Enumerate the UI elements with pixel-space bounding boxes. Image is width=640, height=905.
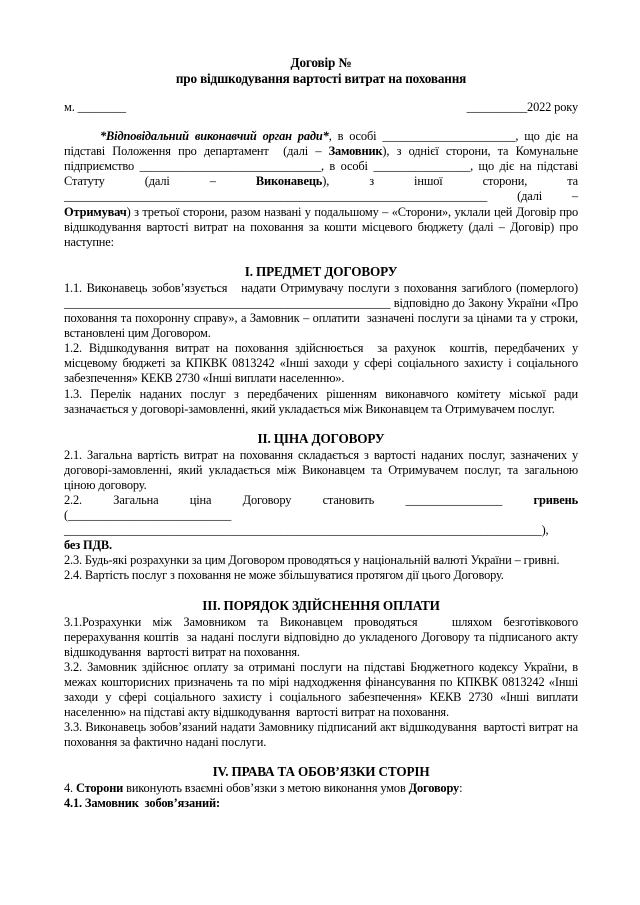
text-run: 4. xyxy=(64,781,76,796)
text-run: , що діє на підставі Статуту (далі – xyxy=(64,159,581,189)
text-run: , що діє на підставі Положення про департамент (далі – xyxy=(64,129,581,159)
section-heading-4 xyxy=(64,764,578,780)
blank-field: ______________________________ xyxy=(139,159,321,174)
clause-2-1 xyxy=(64,447,581,493)
clause-2-3 xyxy=(64,553,578,568)
section-heading-3 xyxy=(64,598,578,614)
text-run: ), з іншої сторони, та xyxy=(322,174,581,189)
text-run: відповідно до Закону України «Про поховання та похоронну справу», а Замовник – оплатити зазначені послуги за цінами та у строки, встановлені цим Договором. xyxy=(64,295,581,341)
blank-field: ________________ xyxy=(373,159,471,174)
clause-4-1 xyxy=(64,796,578,811)
blank-field: _______________________________________________________________________________), xyxy=(64,523,549,538)
text-run: Договір № xyxy=(290,55,352,70)
text-run: IV. ПРАВА ТА ОБОВ’ЯЗКИ СТОРІН xyxy=(212,764,430,780)
clause-1-2 xyxy=(64,341,581,386)
text-run: Отримувач xyxy=(64,204,127,219)
text-run: *Відповідальний виконавчий орган ради* xyxy=(100,129,329,144)
text-run: ІІІ. ПОРЯДОК ЗДІЙСНЕННЯ ОПЛАТИ xyxy=(202,597,440,613)
section-heading-2 xyxy=(64,431,578,447)
city-blank-field: м. ________ xyxy=(64,100,126,114)
doc-title-line-1 xyxy=(64,55,578,71)
text-run: 2.2. Загальна ціна Договору становить xyxy=(64,492,406,507)
text-run: гривень xyxy=(533,492,579,507)
text-run: без ПДВ. xyxy=(64,538,112,553)
clause-4 xyxy=(64,781,578,796)
text-run: 3.2. Замовник здійснює оплату за отримані послуги на підставі Бюджетного кодексу України, в межах кошторисних призначень та по мірі надходження фінансування по КПКВК 0813242 «Інші заходи у сфері соціального захисту і соціального забезпечення» КЕКВ 2730 «Інші виплати населенню» на підставі акту відшкодування вартості витрат на поховання. xyxy=(64,659,581,720)
text-run: Договору xyxy=(408,781,460,796)
text-run: 3.3. Виконавець зобов’язаний надати Замовнику підписаний акт відшкодування вартості витрат на поховання за фактично надані послуги. xyxy=(64,720,581,750)
document-content xyxy=(64,55,581,812)
clause-3-2 xyxy=(64,659,581,720)
text-run xyxy=(502,493,533,507)
text-run: 2.1. Загальна вартість витрат на поховання складається з вартості наданих послуг, зазначених у договорі-замовленні, який укладається між Виконавцем та Отримувачем послуг, та загальною ціною договору. xyxy=(64,447,581,492)
text-run: 4.1. Замовник зобов’язаний: xyxy=(64,796,220,811)
clause-2-4 xyxy=(64,568,578,583)
section-heading-1 xyxy=(64,264,578,280)
clause-3-3 xyxy=(64,720,581,750)
clause-2-2-line-1 xyxy=(64,493,578,508)
clause-2-2-line-4 xyxy=(64,538,578,553)
clause-1-3 xyxy=(64,386,581,417)
text-run: 3.1.Розрахунки між Замовником та Виконавцем проводяться шляхом безготівкового перерахування коштів за надані послуги відповідно до укладеного Договору та підписаного акту відшкодування вартості витрат на поховання. xyxy=(64,614,581,659)
text-run: про відшкодування вартості витрат на поховання xyxy=(175,71,467,86)
text-run: 1.1. Виконавець зобов’язується надати Отримувачу послуги з поховання загиблого (померлого) xyxy=(64,280,581,295)
city-date-line xyxy=(64,100,578,115)
text-run: 1.2. Відшкодування витрат на поховання здійснюється за рахунок коштів, передбачених у місцевому бюджеті за КПКВК 0813242 «Інші заходи у сфері соціального захисту і соціального забезпечення» КЕКВ 2730 «Інші виплати населенню». xyxy=(64,341,581,386)
doc-title-line-2 xyxy=(64,71,578,87)
preamble-paragraph xyxy=(64,129,581,250)
text-run: виконують взаємні обов’язки з метою виконання умов xyxy=(123,781,409,796)
date-blank-field: __________2022 року xyxy=(466,100,578,114)
text-run: 2.4. Вартість послуг з поховання не може збільшуватися протягом дії цього Договору. xyxy=(64,568,504,583)
clause-2-2-line-2 xyxy=(64,508,578,523)
clause-1-1 xyxy=(64,280,581,341)
blank-field: ______________________________________________________ xyxy=(64,295,391,310)
blank-field: ________________ xyxy=(405,492,503,507)
text-run: : xyxy=(459,781,463,796)
text-run: ) з третьої сторони, разом названі у подальшому – «Сторони», уклали цей Договір про відшкодування вартості витрат на поховання за кошти місцевого бюджету (далі – Договір) про наступне: xyxy=(64,204,581,249)
text-run: Замовник xyxy=(328,144,383,159)
clause-2-2-line-3 xyxy=(64,523,578,538)
text-run: ), з однієї сторони, та Комунальне підприємство xyxy=(64,144,581,174)
text-run: І. ПРЕДМЕТ ДОГОВОРУ xyxy=(244,263,398,279)
blank-field: ______________________________________________________________________ xyxy=(64,189,488,204)
blank-field: ______________________ xyxy=(382,129,516,144)
text-run: , в особі xyxy=(320,159,374,174)
text-run: Сторони xyxy=(75,781,124,796)
text-run: 2.3. Будь-які розрахунки за цим Договором проводяться у національній валюті України – гривні. xyxy=(64,553,560,568)
text-run: ІІ. ЦІНА ДОГОВОРУ xyxy=(257,430,385,446)
text-run: Виконавець xyxy=(255,174,323,189)
clause-3-1 xyxy=(64,614,581,660)
text-run: (далі – xyxy=(487,189,581,204)
blank-field: (___________________________ xyxy=(64,508,232,523)
text-run: 1.3. Перелік наданих послуг з передбачених рішенням виконавчого комітету міської ради зазначається у договорі-замовленні, який укладається між Виконавцем та Отримувачем послуг. xyxy=(64,386,581,416)
text-run: , в особі xyxy=(328,129,383,144)
